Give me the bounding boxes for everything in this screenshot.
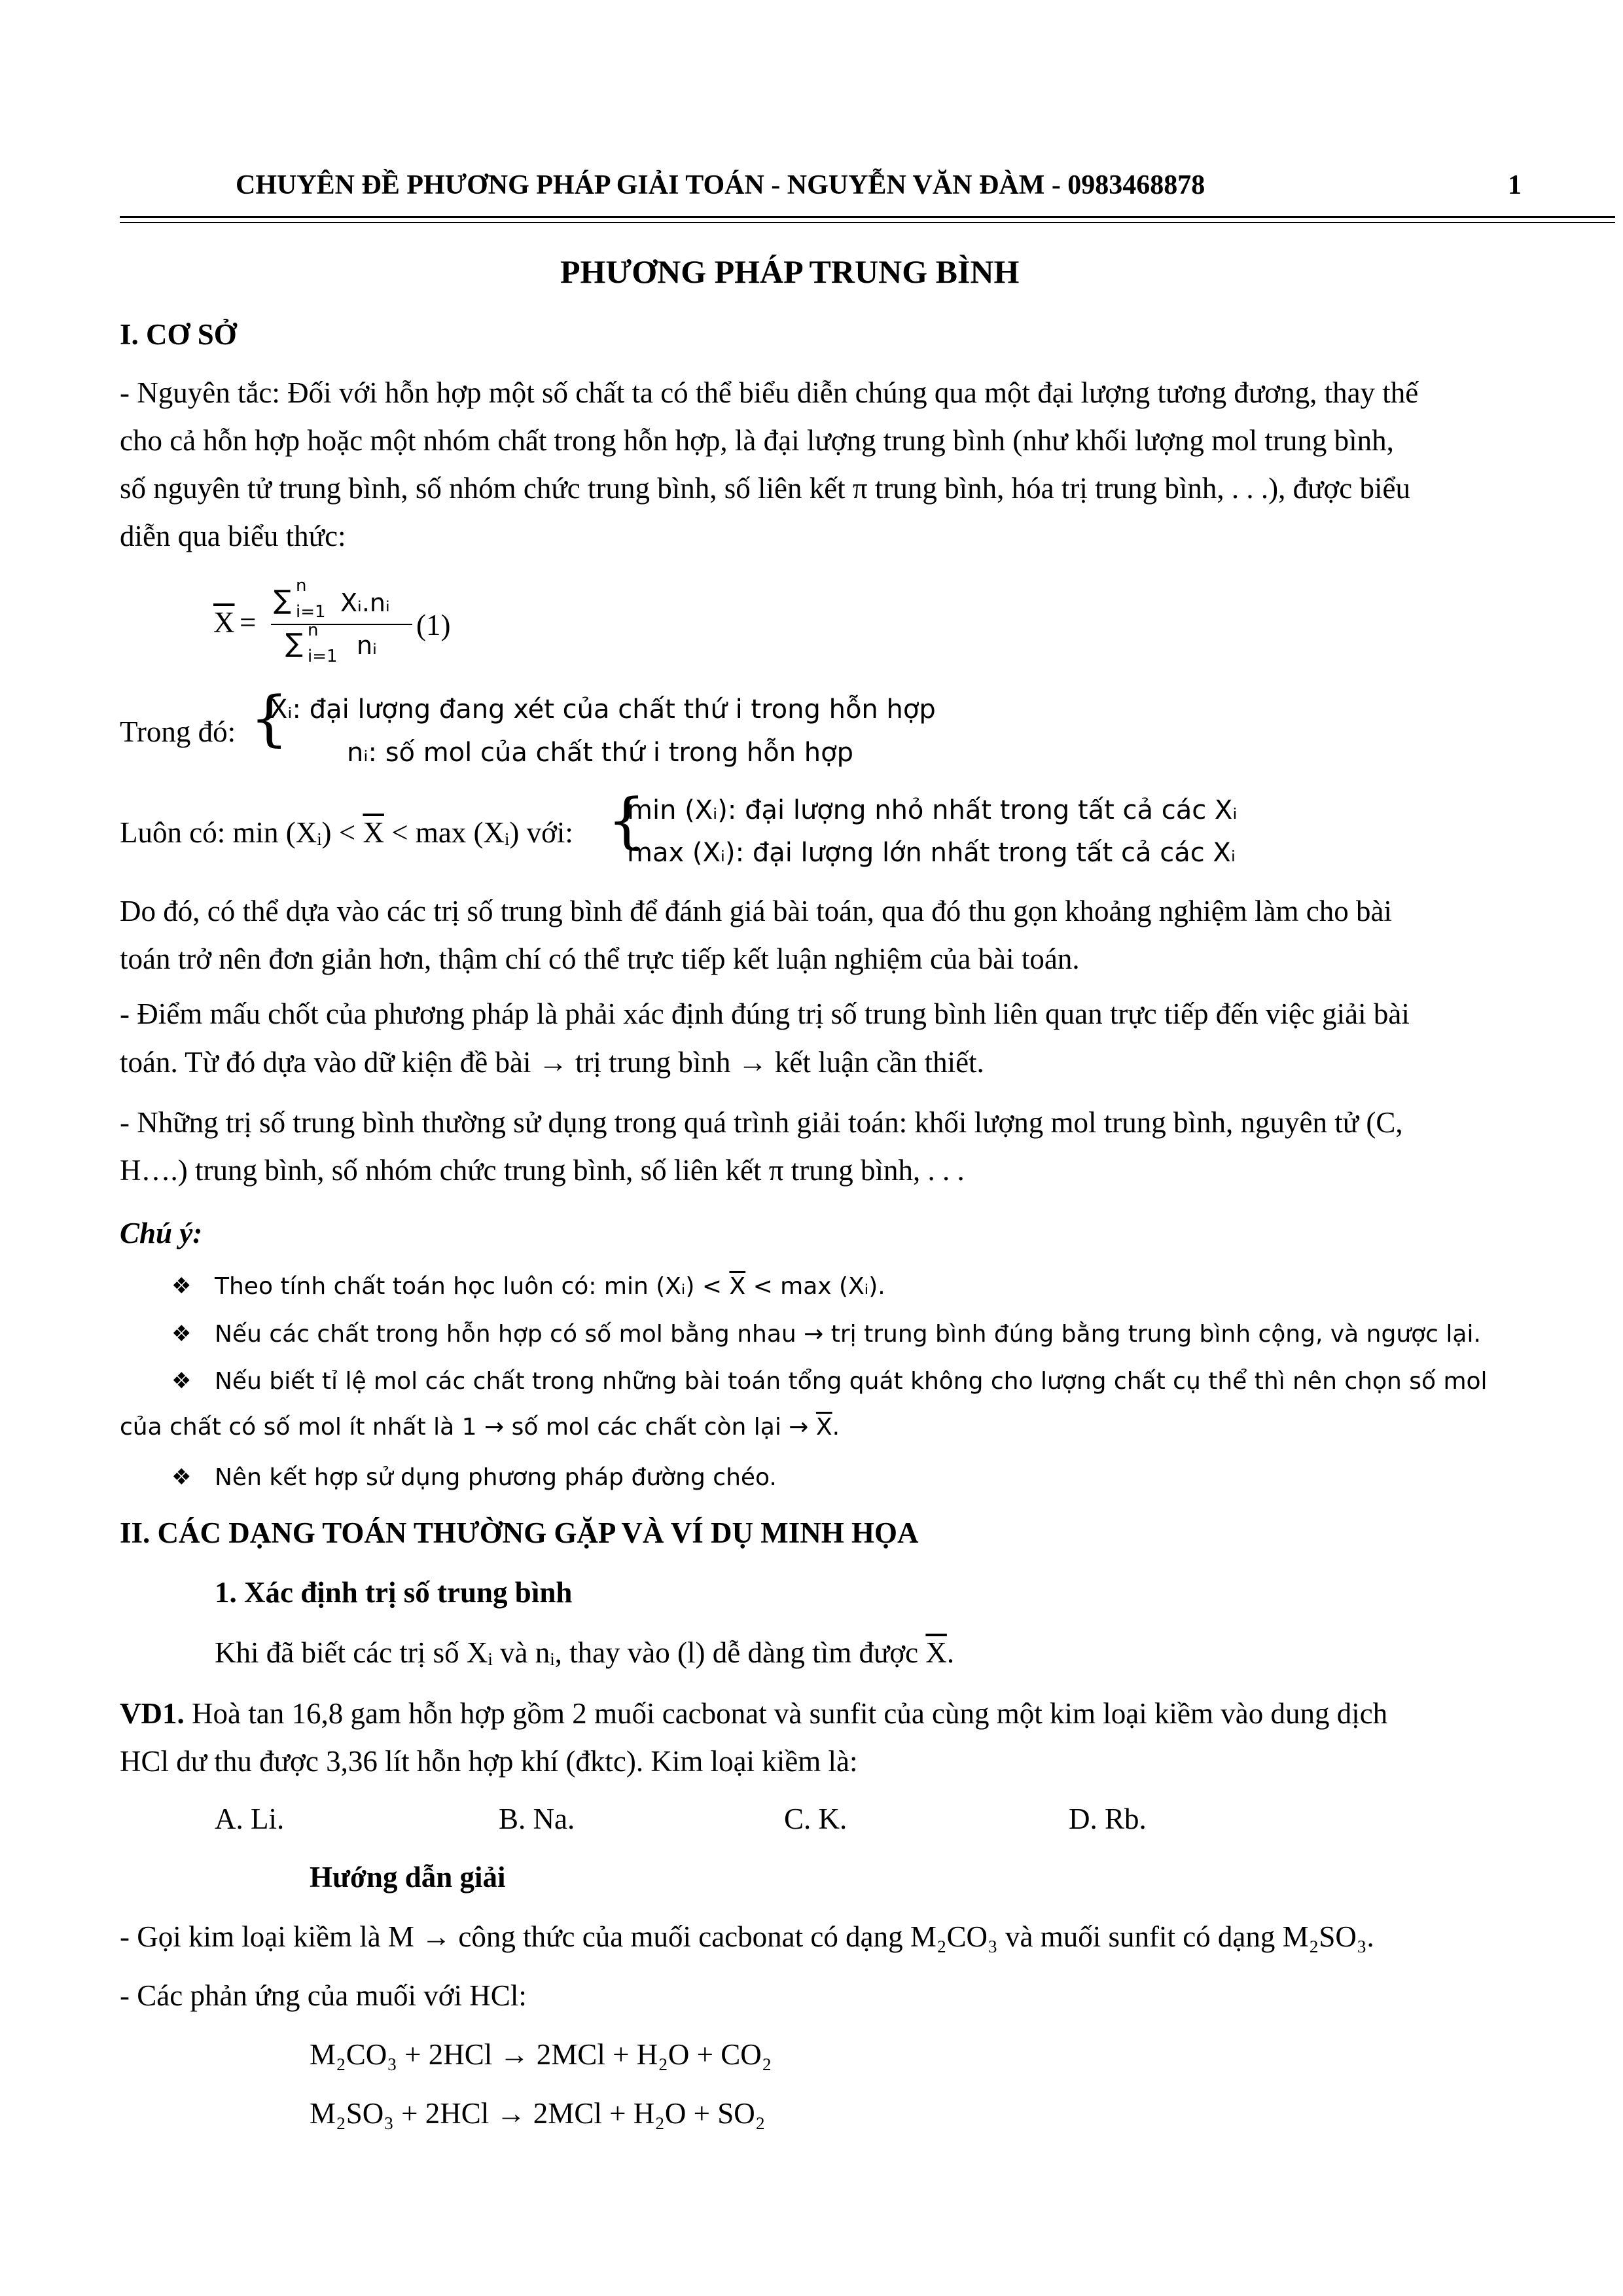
note-1-text-b: < max (Xᵢ).	[745, 1273, 885, 1300]
denominator-sum-symbol: ∑	[285, 628, 303, 658]
reaction-equation-2: M₂SO₃ + 2HCl → 2MCl + H₂O + SO₂	[310, 2097, 766, 2130]
option-c: C. K.	[784, 1803, 847, 1835]
solution-line-1: - Gọi kim loại kiềm là M → công thức của muối cacbonat có dạng M₂CO₃ và muối sunfit có dạng M₂SO₃.	[120, 1920, 1374, 1953]
principle-line-2: cho cả hỗn hợp hoặc một nhóm chất trong hỗn hợp, là đại lượng trung bình (như khối lượng mol trung bình,	[120, 424, 1394, 457]
subsection-text-b: .	[946, 1636, 955, 1669]
page-number: 1	[1508, 170, 1522, 200]
diamond-bullet-icon: ❖	[171, 1321, 192, 1347]
note-2: Nếu các chất trong hỗn hợp có số mol bằng nhau → trị trung bình đúng bằng trung bình cộng, và ngược lại.	[215, 1321, 1481, 1348]
subsection-1-text	[215, 1638, 954, 1668]
paragraph-4-line-1: - Những trị số trung bình thường sử dụng trong quá trình giải toán: khối lượng mol trung bình, nguyên tử (C,	[120, 1106, 1403, 1139]
numerator-sum-upper: n	[296, 576, 307, 596]
where-line-1: Xᵢ: đại lượng đang xét của chất thứ i trong hỗn hợp	[270, 694, 936, 725]
document-title: PHƯƠNG PHÁP TRUNG BÌNH	[560, 253, 1020, 290]
formula-xbar: $\overline{X}$	[213, 606, 235, 639]
section-heading-1: I. CƠ SỞ	[120, 318, 237, 351]
option-a: A. Li.	[215, 1803, 285, 1835]
option-d: D. Rb.	[1069, 1803, 1147, 1835]
denominator-sum-lower: i=1	[308, 647, 338, 666]
note-1	[215, 1275, 885, 1299]
reaction-equation-1: M₂CO₃ + 2HCl → 2MCl + H₂O + CO₂	[310, 2038, 772, 2071]
paragraph-2-line-1: Do đó, có thể dựa vào các trị số trung bình để đánh giá bài toán, qua đó thu gọn khoảng nghiệm làm cho bài	[120, 895, 1392, 927]
option-b: B. Na.	[499, 1803, 575, 1835]
solution-heading: Hướng dẫn giải	[310, 1861, 506, 1893]
note-3-line-2	[120, 1416, 840, 1439]
subsection-text-a: Khi đã biết các trị số Xᵢ và nᵢ, thay vào (l) dễ dàng tìm được	[215, 1636, 926, 1669]
where-line-2: nᵢ: số mol của chất thứ i trong hỗn hợp	[347, 738, 854, 768]
diamond-bullet-icon: ❖	[171, 1368, 192, 1394]
subsection-heading-1: 1. Xác định trị số trung bình	[215, 1576, 573, 1609]
subsection-xbar: $\overline{X}$	[925, 1636, 947, 1669]
numerator-sum-lower: i=1	[296, 602, 326, 622]
example-text: Hoà tan 16,8 gam hỗn hợp gồm 2 muối cacbonat và sunfit của cùng một kim loại kiềm vào dung dịch	[184, 1697, 1388, 1730]
header-rule-bottom	[120, 222, 1615, 223]
where-label: Trong đó:	[120, 715, 236, 748]
example-1-line-2: HCl dư thu được 3,36 lít hỗn hợp khí (đktc). Kim loại kiềm là:	[120, 1745, 858, 1778]
where-brace: {	[250, 683, 289, 753]
paragraph-2-line-2: toán trở nên đơn giản hơn, thậm chí có thể trực tiếp kết luận nghiệm của bài toán.	[120, 942, 1080, 975]
running-header: CHUYÊN ĐỀ PHƯƠNG PHÁP GIẢI TOÁN - NGUYỄN VĂN ĐÀM - 0983468878	[236, 170, 1205, 200]
denominator-sum-upper: n	[308, 620, 319, 640]
always-statement	[120, 818, 573, 848]
formula-number: (1)	[416, 609, 451, 641]
note-4: Nên kết hợp sử dụng phương pháp đường chéo.	[215, 1464, 777, 1491]
note-3-text-a: của chất có số mol ít nhất là 1 → số mol các chất còn lại →	[120, 1414, 816, 1441]
always-xbar: $\overline{X}$	[363, 816, 384, 849]
principle-line-3: số nguyên tử trung bình, số nhóm chức trung bình, số liên kết π trung bình, hóa trị trung bình, . . .), được biểu	[120, 472, 1410, 505]
paragraph-3-line-2: toán. Từ đó dựa vào dữ kiện đề bài → trị trung bình → kết luận cần thiết.	[120, 1046, 984, 1079]
note-3-line-1: Nếu biết tỉ lệ mol các chất trong những bài toán tổng quát không cho lượng chất cụ thể thì nên chọn số mol	[215, 1368, 1488, 1395]
numerator-term: Xᵢ.nᵢ	[340, 588, 390, 617]
header-rule-top	[120, 216, 1615, 218]
formula-equals: =	[240, 606, 257, 639]
example-1-line-1	[120, 1699, 1387, 1729]
always-text-b: < max (Xᵢ) với:	[383, 816, 573, 849]
note-1-text-a: Theo tính chất toán học luôn có: min (Xᵢ) <	[215, 1273, 730, 1300]
always-line-min: min (Xᵢ): đại lượng nhỏ nhất trong tất cả các Xᵢ	[627, 795, 1238, 825]
section-heading-2: II. CÁC DẠNG TOÁN THƯỜNG GẶP VÀ VÍ DỤ MINH HỌA	[120, 1516, 919, 1549]
example-label: VD1.	[120, 1697, 185, 1730]
note-1-xbar: $\overline{X}$	[729, 1273, 746, 1300]
diamond-bullet-icon: ❖	[171, 1464, 192, 1490]
principle-line-1: - Nguyên tắc: Đối với hỗn hợp một số chất ta có thể biểu diễn chúng qua một đại lượng tương đương, thay thế	[120, 376, 1419, 409]
note-3-xbar: $\overline{X}$	[815, 1414, 832, 1441]
note-heading: Chú ý:	[120, 1217, 203, 1249]
denominator-term: nᵢ	[357, 631, 377, 660]
fraction-bar	[271, 624, 412, 625]
principle-line-4: diễn qua biểu thức:	[120, 520, 346, 552]
always-line-max: max (Xᵢ): đại lượng lớn nhất trong tất cả các Xᵢ	[627, 838, 1236, 868]
note-3-text-b: .	[832, 1414, 840, 1441]
paragraph-4-line-2: H….) trung bình, số nhóm chức trung bình, số liên kết π trung bình, . . .	[120, 1154, 965, 1187]
paragraph-3-line-1: - Điểm mấu chốt của phương pháp là phải xác định đúng trị số trung bình liên quan trực tiếp đến việc giải bài	[120, 997, 1410, 1030]
solution-line-2: - Các phản ứng của muối với HCl:	[120, 1979, 527, 2012]
diamond-bullet-icon: ❖	[171, 1273, 192, 1299]
numerator-sum-symbol: ∑	[274, 585, 291, 615]
always-brace: {	[607, 785, 646, 855]
always-text-a: Luôn có: min (Xᵢ) <	[120, 816, 363, 849]
